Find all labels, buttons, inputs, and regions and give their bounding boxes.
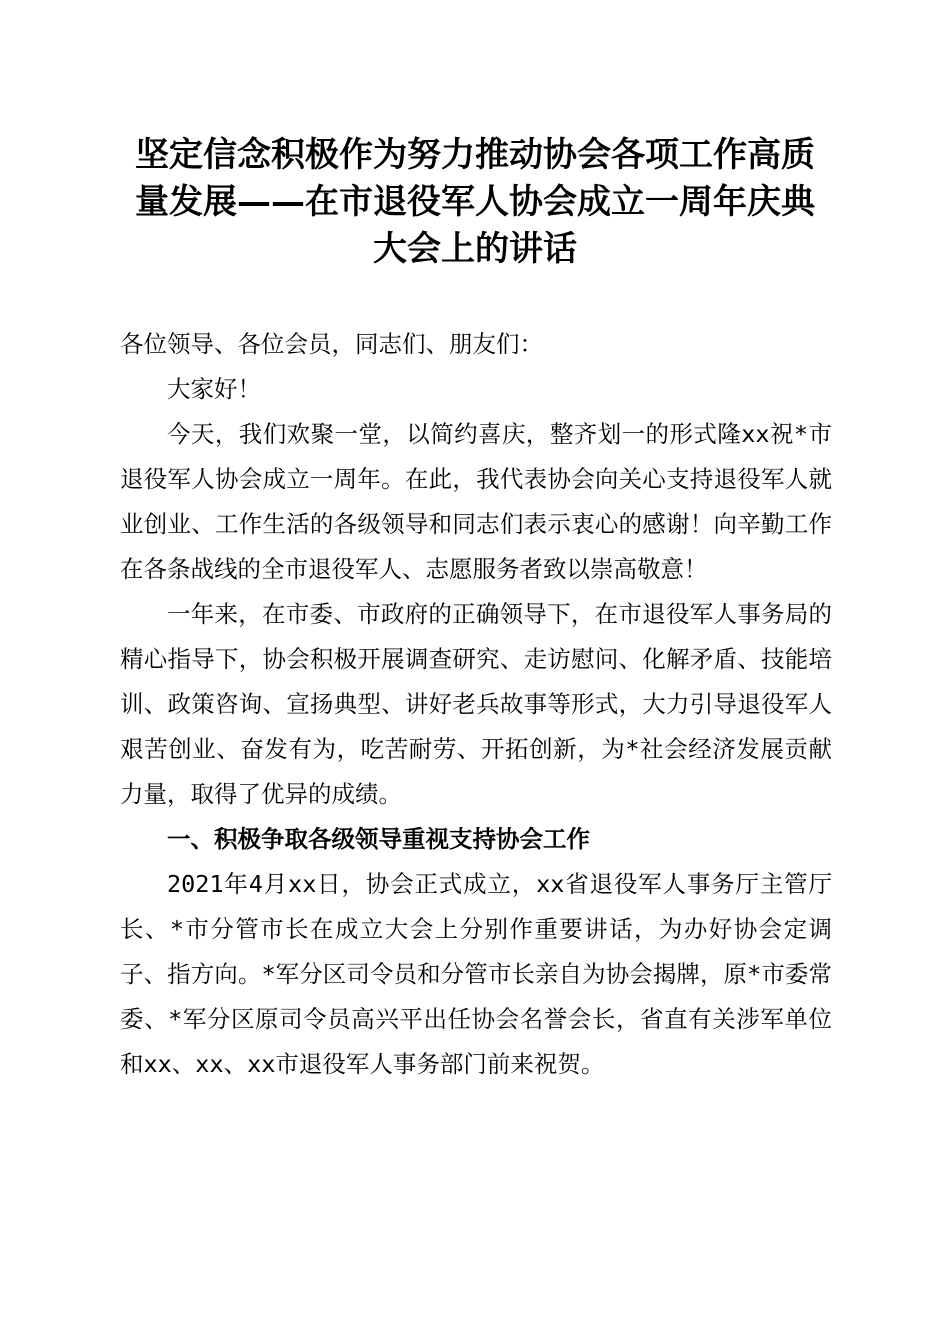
document-body [120, 322, 832, 1087]
paragraph-section-1: 2021年4月xx日，协会正式成立，xx省退役军人事务厅主管厅长、*市分管市长在成立大会上分别作重要讲话，为办好协会定调子、指方向。*军分区司令员和分管市长亲自为协会揭牌，原*市委常委、*军分区原司令员高兴平出任协会名誉会长，省直有关涉军单位和xx、xx、xx市退役军人事务部门前来祝贺。 [120, 870, 832, 1078]
document-title [118, 132, 832, 273]
paragraph-review: 一年来，在市委、市政府的正确领导下，在市退役军人事务局的精心指导下，协会积极开展调查研究、走访慰问、化解矛盾、技能培训、政策咨询、宣扬典型、讲好老兵故事等形式，大力引导退役军人艰苦创业、奋发有为，吃苦耐劳、开拓创新，为*社会经济发展贡献力量，取得了优异的成绩。 [120, 600, 832, 808]
paragraph-greeting: 大家好！ [167, 375, 261, 403]
title-line-3: 大会上的讲话 [373, 229, 577, 269]
title-line-2: 量发展——在市退役军人协会成立一周年庆典 [135, 182, 815, 222]
section-heading: 一、积极争取各级领导重视支持协会工作 [167, 825, 590, 853]
paragraph-opening: 今天，我们欢聚一堂，以简约喜庆，整齐划一的形式隆xx祝*市退役军人协会成立一周年。在此，我代表协会向关心支持退役军人就业创业、工作生活的各级领导和同志们表示衷心的感谢！向辛勤工作在各条战线的全市退役军人、志愿服务者致以崇高敬意！ [120, 420, 832, 583]
title-line-1: 坚定信念积极作为努力推动协会各项工作高质 [135, 135, 815, 175]
salutation: 各位领导、各位会员，同志们、朋友们： [120, 330, 543, 358]
